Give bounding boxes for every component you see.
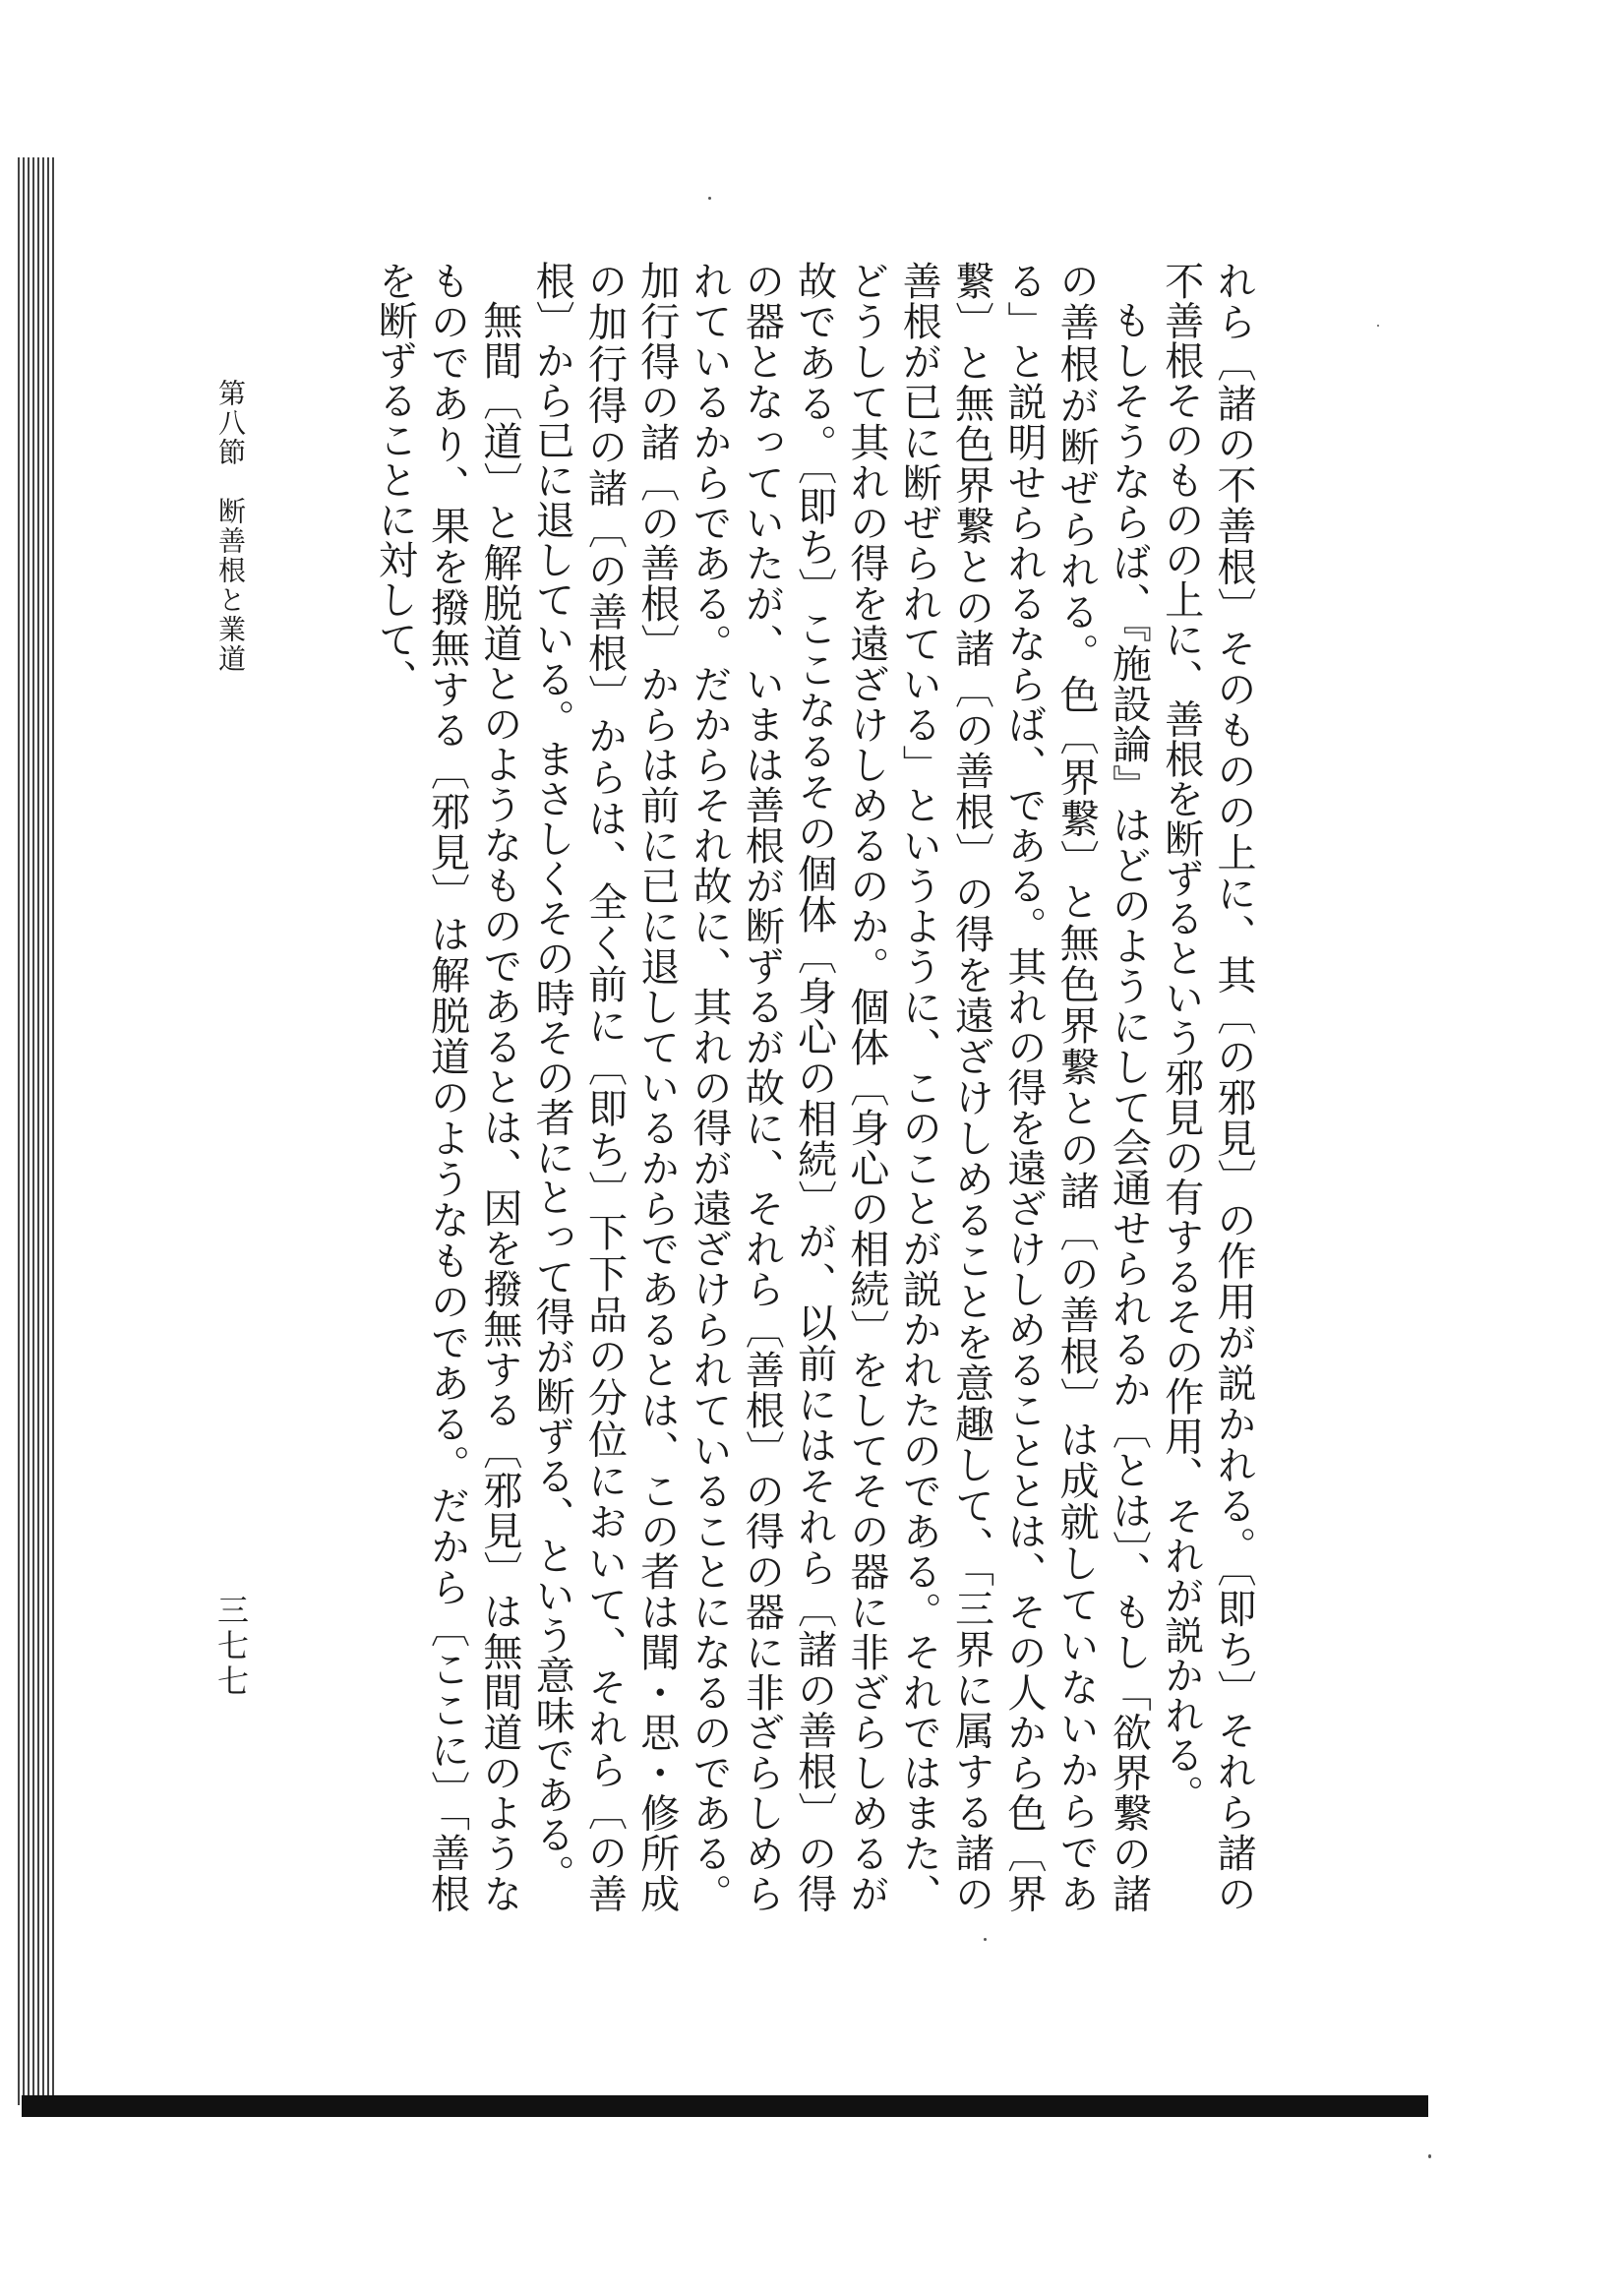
paragraph-2: もしそうならば、『施設論』はどのようにして会通せられるか〔とは〕、もし「欲界繋の諸の善根が断ぜられる。色〔界繋〕と無色界繋との諸〔の善根〕は成就していないからである」と説明せられるならば、である。其れの得を遠ざけしめることとは、その人から色〔界繋〕と無色界繋との諸〔の善根〕の得を遠ざけしめることを意趣して、「三界に属する諸の善根が已に断ぜられている」というように、このことが説かれたのである。それではまた、どうして其れの得を遠ざけしめるのか。個体〔身心の相続〕をしてその器に非ざらしめるが故である。〔即ち〕ここなるその個体〔身心の相続〕が、以前にはそれら〔諸の善根〕の得の器となっていたが、いまは善根が断ずるが故に、それら〔善根〕の得の器に非ざらしめられているからである。だからそれ故に、其れの得が遠ざけられていることになるのである。加行得の諸〔の善根〕からは前に已に退しているからであるとは、この者は聞・思・修所成の加行得の諸〔の善根〕からは、全く前に〔即ち〕下下品の分位において、それら〔の善根〕から已に退している。まさしくその時その者にとって得が断ずる、という意味である。 bbox=[529, 261, 1152, 1913]
body-text bbox=[246, 261, 1259, 1913]
paragraph-3: 無間〔道〕と解脱道とのようなものであるとは、因を撥無する〔邪見〕は無間道のようなものであり、果を撥無する〔邪見〕は解脱道のようなものである。だから〔ここに〕「善根を断ずることに対して、 bbox=[372, 261, 522, 1913]
running-head-title: 断善根と業道 bbox=[214, 497, 247, 674]
running-head bbox=[211, 379, 250, 703]
scan-speck bbox=[984, 1938, 987, 1941]
page-number: 三七七 bbox=[212, 1594, 250, 1700]
paragraph-1: れら〔諸の不善根〕そのものの上に、其〔の邪見〕の作用が説かれる。〔即ち〕それら諸の不善根そのものの上に、善根を断ずるという邪見の有するその作用、それが説かれる。 bbox=[1158, 261, 1256, 1913]
scan-speck bbox=[1428, 2154, 1431, 2158]
running-head-section: 第八節 bbox=[214, 379, 247, 467]
scan-speck bbox=[1377, 325, 1379, 327]
scan-speck bbox=[708, 197, 711, 200]
book-binding-edge bbox=[18, 157, 55, 2105]
bottom-rule bbox=[22, 2095, 1428, 2117]
